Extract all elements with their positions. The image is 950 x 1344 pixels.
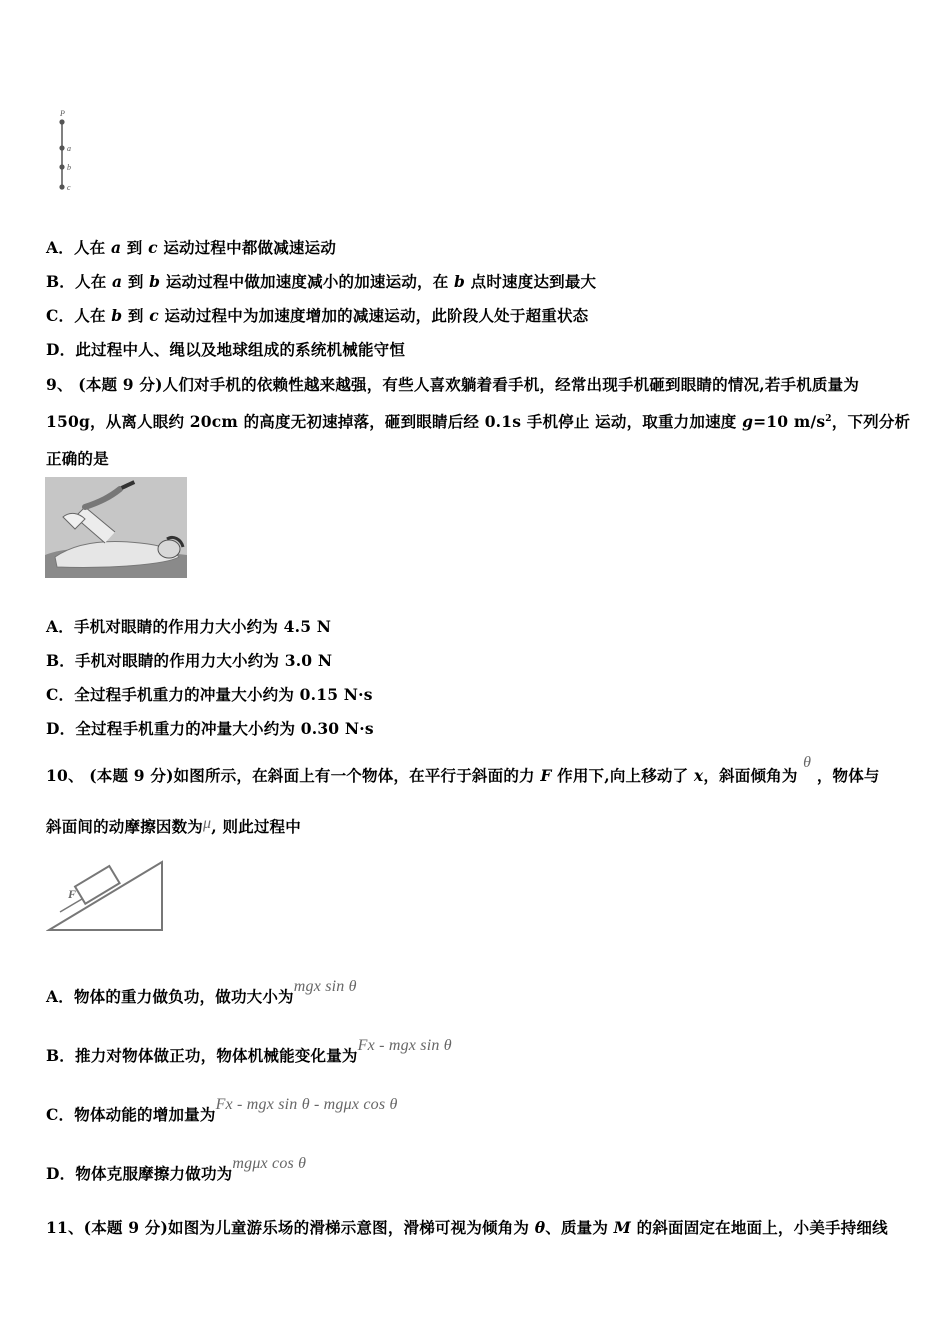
text: 全过程手机重力的冲量大小约为 0.30 N·s xyxy=(75,719,374,738)
var: x xyxy=(693,766,704,785)
text: 到 xyxy=(122,306,150,325)
text: 物体的重力做负功，做功大小为 xyxy=(73,987,294,1006)
block xyxy=(75,866,120,904)
text: ，斜面倾角为 xyxy=(703,766,804,785)
text: ，下列分析 xyxy=(831,412,911,431)
var: a xyxy=(110,238,122,257)
formula: Fx - mgx sin θ xyxy=(357,1037,452,1054)
option-letter: A． xyxy=(46,238,74,257)
var: F xyxy=(540,766,552,785)
text: 运动过程中做加速度减小的加速运动，在 xyxy=(160,272,455,291)
q10-line-2 xyxy=(46,815,301,837)
q9-line-2 xyxy=(46,410,910,432)
q9-option-c xyxy=(46,683,373,705)
phone-photo-svg xyxy=(45,477,187,578)
option-letter: D． xyxy=(46,719,76,738)
formula: Fx - mgx sin θ - mgμx cos θ xyxy=(215,1096,398,1113)
text: 、质量为 xyxy=(545,1218,614,1237)
text: 运动过程中为加速度增加的减速运动，此阶段人处于超重状态 xyxy=(158,306,589,325)
q9-line-3: 正确的是 xyxy=(46,449,109,468)
option-letter: D． xyxy=(46,1164,76,1183)
label-a: a xyxy=(67,144,71,153)
text: 10、 (本题 9 分)如图所示，在斜面上有一个物体，在平行于斜面的力 xyxy=(46,766,541,785)
text: ，物体与 xyxy=(811,766,880,785)
q9-option-a xyxy=(46,615,331,637)
text: 运动过程中都做减速运动 xyxy=(157,238,337,257)
label-p: P xyxy=(60,109,65,118)
option-letter: C． xyxy=(46,685,75,704)
text: , 则此过程中 xyxy=(211,817,301,836)
q10-option-c xyxy=(46,1096,398,1125)
option-letter: B． xyxy=(46,1046,76,1065)
block-group xyxy=(75,866,120,904)
var: c xyxy=(149,306,159,325)
var: θ xyxy=(534,1218,546,1237)
text: 全过程手机重力的冲量大小约为 0.15 N·s xyxy=(74,685,373,704)
head-shape xyxy=(158,540,180,558)
var: g xyxy=(742,412,754,431)
option-letter: A． xyxy=(46,987,74,1006)
q10-option-d xyxy=(46,1155,307,1184)
q9-option-d xyxy=(46,717,374,739)
text: 人在 xyxy=(74,306,112,325)
var: a xyxy=(112,272,123,291)
var: M xyxy=(613,1218,632,1237)
text: 到 xyxy=(122,272,150,291)
var: b xyxy=(454,272,466,291)
q9-option-b xyxy=(46,649,332,671)
incline-diagram-svg xyxy=(46,856,168,936)
option-letter: A． xyxy=(46,617,74,636)
text: 11、(本题 9 分)如图为儿童游乐场的滑梯示意图，滑梯可视为倾角为 xyxy=(46,1218,535,1237)
text: 人在 xyxy=(73,238,111,257)
text: 人在 xyxy=(75,272,113,291)
rope-diagram-svg xyxy=(52,106,82,196)
option-letter: C． xyxy=(46,306,75,325)
rope-diagram xyxy=(52,106,82,196)
text: 点时速度达到最大 xyxy=(465,272,597,291)
point-b xyxy=(59,164,64,169)
q11-line-1 xyxy=(46,1216,888,1238)
text: 斜面间的动摩擦因数为 xyxy=(46,817,204,836)
text: 手机对眼睛的作用力大小约为 4.5 N xyxy=(73,617,332,636)
text: =10 m/s xyxy=(753,412,826,431)
text: 物体克服摩擦力做功为 xyxy=(75,1164,233,1183)
var: b xyxy=(149,272,161,291)
option-letter: D． xyxy=(46,340,76,359)
q8-option-c xyxy=(46,304,588,326)
superscript: 2 xyxy=(825,413,832,424)
point-p xyxy=(59,119,64,124)
formula: mgμx cos θ xyxy=(232,1155,307,1172)
mu-symbol: μ xyxy=(203,815,212,832)
q8-option-a xyxy=(46,236,336,258)
q10-line-1 xyxy=(46,754,880,786)
q8-option-d xyxy=(46,338,405,360)
text: 推力对物体做正功，物体机械能变化量为 xyxy=(75,1046,358,1065)
text: 手机对眼睛的作用力大小约为 3.0 N xyxy=(75,651,333,670)
var: b xyxy=(111,306,123,325)
phone-photo xyxy=(45,477,187,578)
incline-diagram xyxy=(46,856,168,936)
formula: mgx sin θ xyxy=(293,978,357,995)
q10-option-a xyxy=(46,978,357,1007)
q9-line-1: 9、 (本题 9 分)人们对手机的依赖性越来越强，有些人喜欢躺着看手机，经常出现手机砸到眼睛的情况,若手机质量为 xyxy=(46,375,860,394)
point-c xyxy=(59,184,64,189)
option-letter: B． xyxy=(46,272,76,291)
label-c: c xyxy=(67,183,71,192)
point-a xyxy=(59,145,64,150)
var: c xyxy=(148,238,158,257)
text: 到 xyxy=(121,238,149,257)
q8-option-b xyxy=(46,270,596,292)
option-letter: C． xyxy=(46,1105,75,1124)
label-b: b xyxy=(67,163,71,172)
text: 此过程中人、绳以及地球组成的系统机械能守恒 xyxy=(75,340,406,359)
text: 的斜面固定在地面上，小美手持细线 xyxy=(631,1218,888,1237)
text: 物体动能的增加量为 xyxy=(74,1105,216,1124)
theta-symbol: θ xyxy=(803,754,812,771)
text: 150g，从离人眼约 20cm 的高度无初速掉落，砸到眼睛后经 0.1s 手机停止 运动，取重力加速度 xyxy=(46,412,743,431)
option-letter: B． xyxy=(46,651,76,670)
text: 作用下,向上移动了 xyxy=(551,766,694,785)
q10-option-b xyxy=(46,1037,452,1066)
force-label: F xyxy=(68,887,77,901)
